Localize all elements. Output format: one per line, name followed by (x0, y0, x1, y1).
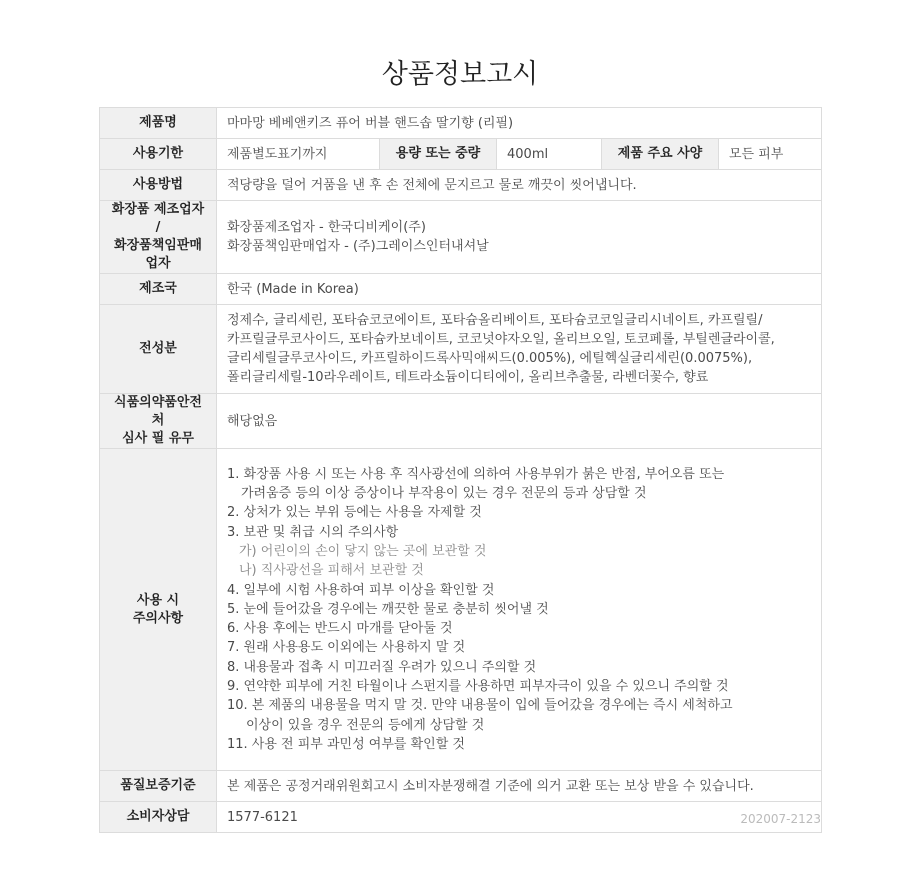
volume-label: 용량 또는 중량 (380, 139, 497, 170)
row-country (100, 274, 822, 305)
maker-value-line-2: 화장품책임판매업자 - (주)그레이스인터내셔날 (227, 239, 489, 254)
cautions-value (217, 449, 822, 771)
mfds-label (100, 394, 217, 449)
caution-item: 4. 일부에 시험 사용하여 피부 이상을 확인할 것 (227, 582, 495, 598)
ingredients-line: 정제수, 글리세린, 포타슘코코에이트, 포타슘올리베이트, 포타슘코코일글리시네이트, 카프릴릴/ (227, 313, 763, 328)
document-code: 202007-2123 (740, 812, 821, 826)
country-label: 제조국 (100, 274, 217, 305)
caution-item: 8. 내용물과 접촉 시 미끄러질 우려가 있으니 주의할 것 (227, 659, 537, 675)
product-name-label: 제품명 (100, 108, 217, 139)
caution-item: 6. 사용 후에는 반드시 마개를 닫아둘 것 (227, 621, 453, 637)
cautions-label-line-2: 주의사항 (132, 610, 184, 626)
row-cautions (100, 449, 822, 771)
consumer-value: 1577-6121 (217, 802, 822, 833)
caution-item: 7. 원래 사용용도 이외에는 사용하지 말 것 (227, 640, 466, 656)
caution-item-continued: 이상이 있을 경우 전문의 등에게 상담할 것 (246, 717, 485, 733)
mfds-value: 해당없음 (217, 394, 822, 449)
mfds-label-line-1: 식품의약품안전처 (114, 395, 202, 428)
page-title: 상품정보고시 (381, 59, 539, 90)
ingredients-line: 카프릴글루코사이드, 포타슘카보네이트, 코코넛야자오일, 올리브오일, 토코페롤, 부틸렌글라이콜, (227, 332, 775, 347)
row-usage (100, 170, 822, 201)
caution-subitem: 나) 직사광선을 피해서 보관할 것 (239, 563, 424, 579)
product-name-value: 마마망 베베앤키즈 퓨어 버블 핸드솝 딸기향 (리필) (217, 108, 822, 139)
expiry-value: 제품별도표기까지 (217, 139, 380, 170)
ingredients-value (217, 305, 822, 394)
ingredients-line: 폴리글리세릴-10라우레이트, 테트라소듐이디티에이, 올리브추출물, 라벤더꽃수, 향료 (227, 370, 709, 385)
maker-value (217, 201, 822, 274)
caution-subitem: 가) 어린이의 손이 닿지 않는 곳에 보관할 것 (239, 543, 487, 559)
maker-label-line-1: 화장품 제조업자 / (111, 202, 205, 235)
row-mfds (100, 394, 822, 449)
caution-item-continued: 가려움증 등의 이상 증상이나 부작용이 있는 경우 전문의 등과 상담할 것 (241, 486, 647, 502)
ingredients-line: 글리세릴글루코사이드, 카프릴하이드록사믹애씨드(0.005%), 에틸헥실글리세린(0.0075%), (227, 351, 753, 366)
row-maker (100, 201, 822, 274)
usage-value: 적당량을 덜어 거품을 낸 후 손 전체에 문지르고 물로 깨끗이 씻어냅니다. (217, 170, 822, 201)
row-expiry (100, 139, 822, 170)
volume-value: 400ml (497, 139, 602, 170)
caution-item: 10. 본 제품의 내용물을 먹지 말 것. 만약 내용물이 입에 들어갔을 경우에는 즉시 세척하고 (227, 698, 733, 714)
row-ingredients (100, 305, 822, 394)
caution-item: 3. 보관 및 취급 시의 주의사항 (227, 524, 399, 540)
spec-value: 모든 피부 (719, 139, 822, 170)
maker-value-line-1: 화장품제조업자 - 한국디비케이(주) (227, 220, 426, 235)
row-warranty (100, 771, 822, 802)
cautions-label-line-1: 사용 시 (136, 592, 180, 608)
row-product-name (100, 108, 822, 139)
warranty-value: 본 제품은 공정거래위원회고시 소비자분쟁해결 기준에 의거 교환 또는 보상 받을 수 있습니다. (217, 771, 822, 802)
mfds-label-line-2: 심사 필 유무 (122, 431, 194, 446)
country-value: 한국 (Made in Korea) (217, 274, 822, 305)
maker-label (100, 201, 217, 274)
spec-label: 제품 주요 사양 (602, 139, 719, 170)
caution-item: 11. 사용 전 피부 과민성 여부를 확인할 것 (227, 736, 465, 752)
consumer-label: 소비자상담 (100, 802, 217, 833)
warranty-label: 품질보증기준 (100, 771, 217, 802)
caution-item: 2. 상처가 있는 부위 등에는 사용을 자제할 것 (227, 505, 482, 521)
expiry-label: 사용기한 (100, 139, 217, 170)
usage-label: 사용방법 (100, 170, 217, 201)
product-info-table (99, 107, 822, 833)
cautions-label (100, 449, 217, 771)
caution-item: 1. 화장품 사용 시 또는 사용 후 직사광선에 의하여 사용부위가 붉은 반점, 부어오름 또는 (227, 466, 725, 482)
maker-label-line-2: 화장품책임판매업자 (114, 238, 202, 271)
ingredients-label: 전성분 (100, 305, 217, 394)
caution-item: 5. 눈에 들어갔을 경우에는 깨끗한 물로 충분히 씻어낼 것 (227, 601, 549, 617)
row-consumer (100, 802, 822, 833)
caution-item: 9. 연약한 피부에 거친 타월이나 스펀지를 사용하면 피부자극이 있을 수 있으니 주의할 것 (227, 679, 729, 695)
cautions-list (227, 465, 811, 754)
